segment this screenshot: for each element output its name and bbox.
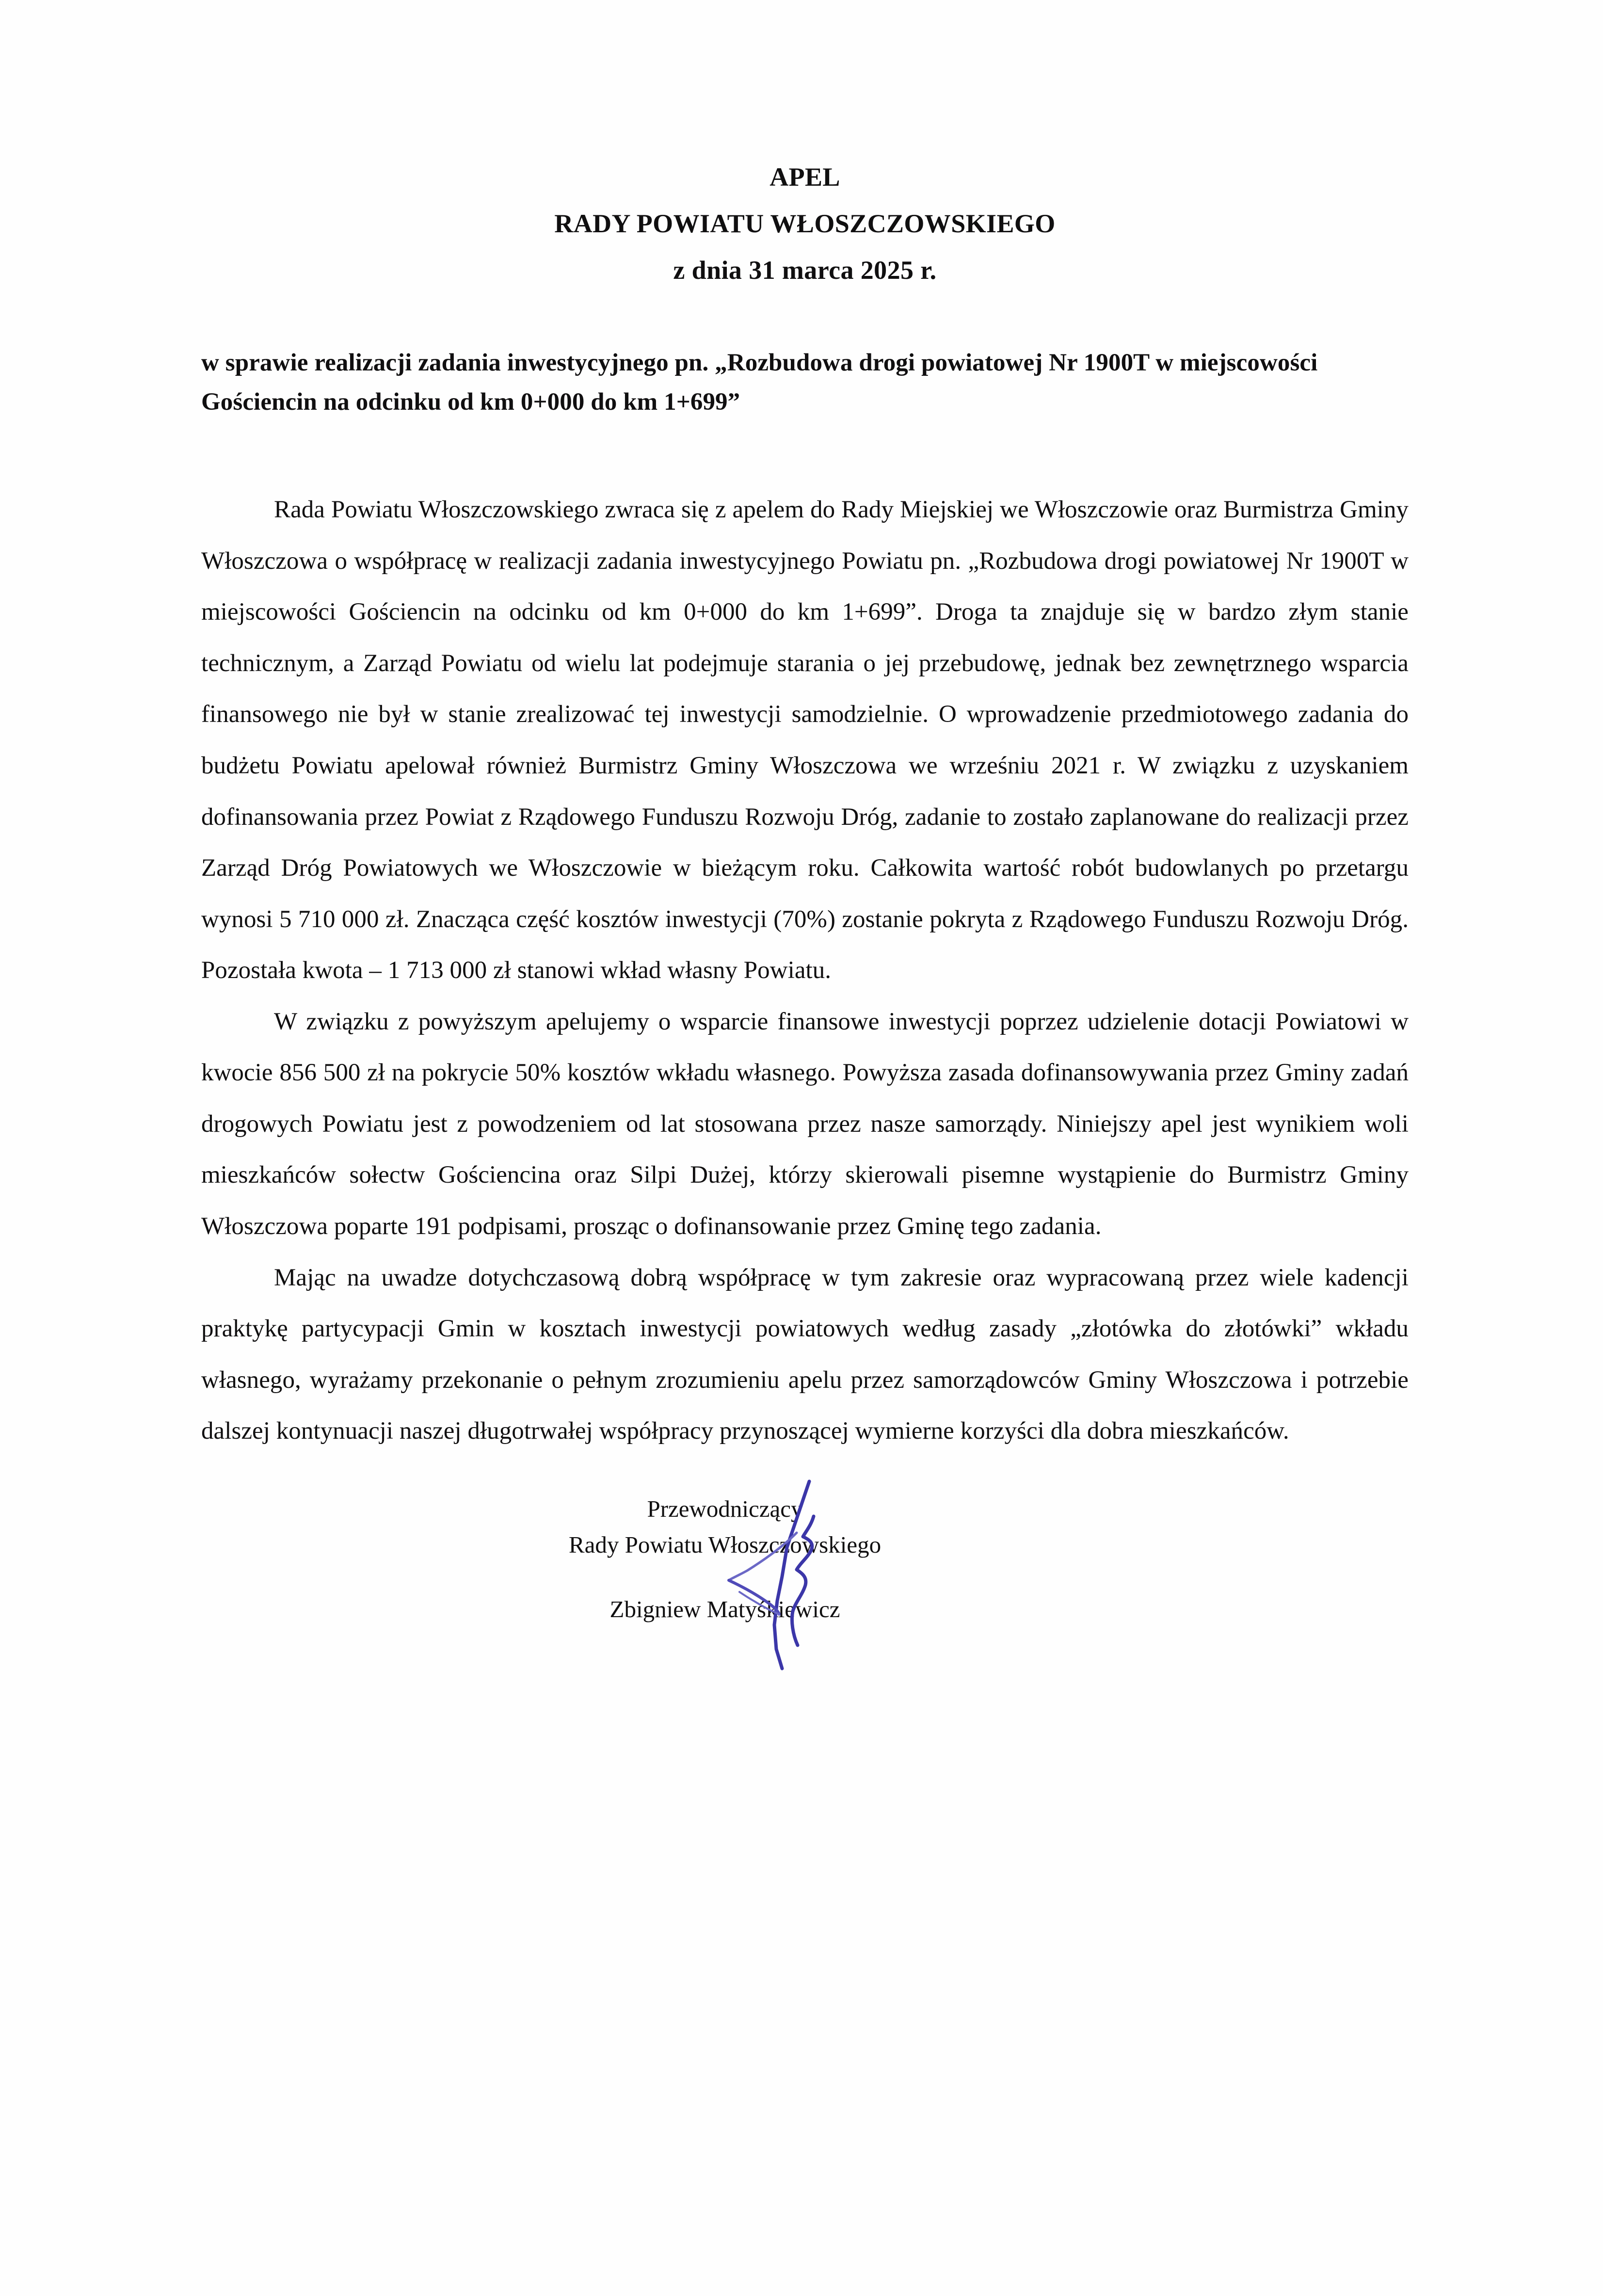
body-paragraph-1: Rada Powiatu Włoszczowskiego zwraca się z apelem do Rady Miejskiej we Włoszczowie oraz Burmistrza Gminy Włoszczowa o współpracę w realizacji zadania inwestycyjnego Powiatu pn. „Rozbudowa drogi powiatowej Nr 1900T w miejscowości Gościencin na odcinku od km 0+000 do km 1+699”. Droga ta znajduje się w bardzo złym stanie technicznym, a Zarząd Powiatu od wielu lat podejmuje starania o jej przebudowę, jednak bez zewnętrznego wsparcia finansowego nie był w stanie zrealizować tej inwestycji samodzielnie. O wprowadzenie przedmiotowego zadania do budżetu Powiatu apelował również Burmistrz Gminy Włoszczowa we wrześniu 2021 r. W związku z uzyskaniem dofinansowania przez Powiat z Rządowego Funduszu Rozwoju Dróg, zadanie to zostało zaplanowane do realizacji przez Zarząd Dróg Powiatowych we Włoszczowie w bieżącym roku. Całkowita wartość robót budowlanych po przetargu wynosi 5 710 000 zł. Znacząca część kosztów inwestycji (70%) zostanie pokryta z Rządowego Funduszu Rozwoju Dróg. Pozostała kwota – 1 713 000 zł stanowi wkład własny Powiatu. [201,496,1409,984]
title-block [201,164,1409,283]
signatory-role-line-2: Rady Powiatu Włoszczowskiego [568,1531,882,1558]
document-subject: w sprawie realizacji zadania inwestycyjnego pn. „Rozbudowa drogi powiatowej Nr 1900T w miejscowości Gościencin na odcinku od km 0+000 do km 1+699” [201,349,1318,416]
issuing-body-title: RADY POWIATU WŁOSZCZOWSKIEGO [554,209,1056,238]
signatory-name: Zbigniew Matyśkiewicz [609,1595,840,1622]
document-title: APEL [769,162,840,192]
document-body [201,484,1409,1457]
document-sheet [201,0,1409,1627]
signature-block [201,1491,1409,1627]
document-date: z dnia 31 marca 2025 r. [673,256,937,285]
signature-inner [569,1491,1041,1627]
body-paragraph-3: Mając na uwadze dotychczasową dobrą współpracę w tym zakresie oraz wypracowaną przez wiele kadencji praktykę partycypacji Gmin w kosztach inwestycji powiatowych według zasady „złotówka do złotówki” wkładu własnego, wyrażamy przekonanie o pełnym zrozumieniu apelu przez samorządowców Gminy Włoszczowa i potrzebie dalszej kontynuacji naszej długotrwałej współpracy przynoszącej wymierne korzyści dla dobra mieszkańców. [201,1264,1409,1445]
signatory-role-line-1: Przewodniczący [647,1495,803,1522]
body-paragraph-2: W związku z powyższym apelujemy o wsparcie finansowe inwestycji poprzez udzielenie dotacji Powiatowi w kwocie 856 500 zł na pokrycie 50% kosztów wkładu własnego. Powyższa zasada dofinansowywania przez Gminy zadań drogowych Powiatu jest z powodzeniem od lat stosowana przez nasze samorządy. Niniejszy apel jest wynikiem woli mieszkańców sołectw Gościencina oraz Silpi Dużej, którzy skierowali pisemne wystąpienie do Burmistrz Gminy Włoszczowa poparte 191 podpisami, prosząc o dofinansowanie przez Gminę tego zadania. [201,1008,1409,1240]
